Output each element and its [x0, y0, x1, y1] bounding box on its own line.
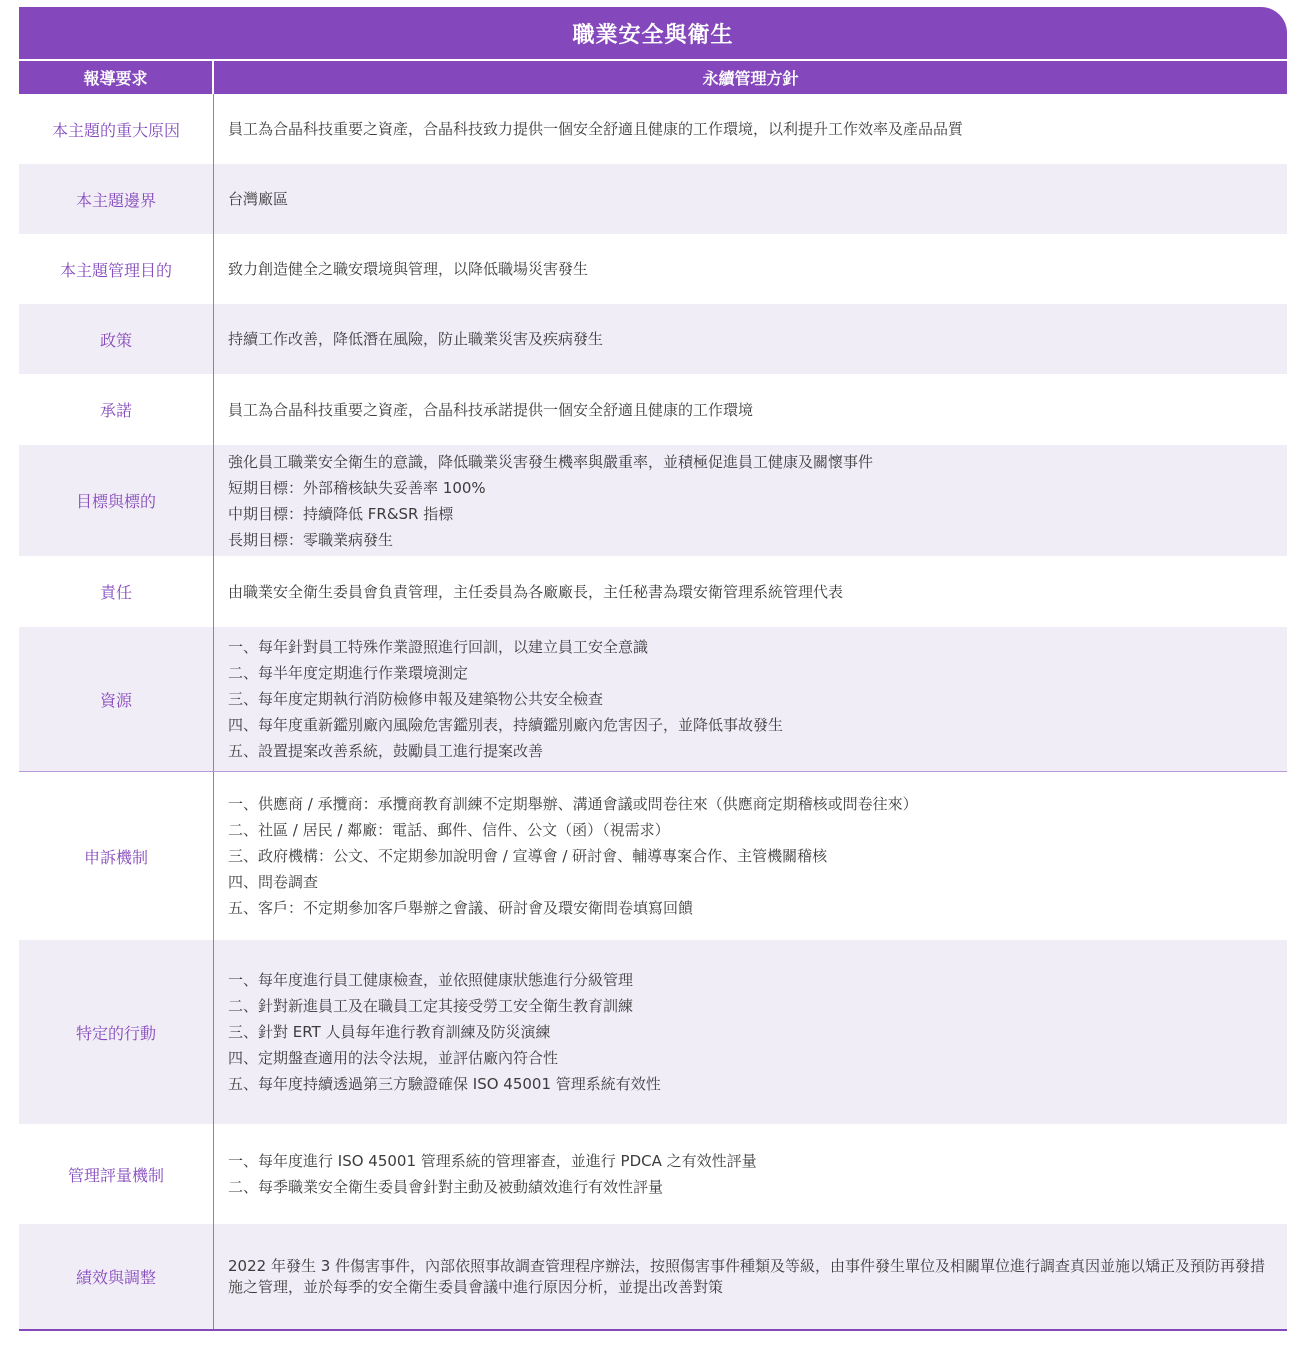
content-line: 強化員工職業安全衛生的意識，降低職業災害發生機率與嚴重率，並積極促進員工健康及關懷事件: [228, 452, 874, 471]
content-line: 一、每年度進行員工健康檢查，並依照健康狀態進行分級管理: [228, 971, 634, 989]
row-content: [214, 772, 1287, 940]
table-title: 職業安全與衛生: [19, 7, 1287, 59]
table-row: [19, 445, 1287, 556]
content-line: 三、每年度定期執行消防檢修申報及建築物公共安全檢查: [228, 690, 604, 708]
content-line: 三、針對 ERT 人員每年進行教育訓練及防災演練: [228, 1023, 551, 1041]
header-requirement: 報導要求: [19, 61, 214, 94]
content-line: 三、政府機構：公文、不定期參加說明會 / 宣導會 / 研討會、輔導專案合作、主管機關稽核: [228, 847, 828, 865]
table-row: [19, 234, 1287, 304]
table-row: [19, 1224, 1287, 1329]
content-line: 二、每季職業安全衛生委員會針對主動及被動績效進行有效性評量: [228, 1178, 664, 1196]
row-content: [214, 164, 1287, 234]
table-row: [19, 374, 1287, 445]
row-label: 管理評量機制: [19, 1124, 214, 1224]
table-row: [19, 627, 1287, 771]
content-line: 長期目標：零職業病發生: [228, 530, 394, 549]
content-line: 致力創造健全之職安環境與管理，以降低職場災害發生: [228, 260, 589, 278]
content-line: 四、問卷調查: [228, 873, 319, 891]
table-row: [19, 1124, 1287, 1224]
row-label: 績效與調整: [19, 1224, 214, 1329]
row-label: 本主題邊界: [19, 164, 214, 234]
content-line: 五、每年度持續透過第三方驗證確保 ISO 45001 管理系統有效性: [228, 1075, 661, 1093]
content-line: 持續工作改善，降低潛在風險，防止職業災害及疾病發生: [228, 330, 604, 348]
content-line: 四、每年度重新鑑別廠內風險危害鑑別表，持續鑑別廠內危害因子，並降低事故發生: [228, 716, 784, 734]
content-line: 員工為合晶科技重要之資產，合晶科技承諾提供一個安全舒適且健康的工作環境: [228, 400, 754, 419]
row-content: [214, 556, 1287, 627]
row-label: 本主題管理目的: [19, 234, 214, 304]
content-line: 五、客戶：不定期參加客戶舉辦之會議、研討會及環安衛問卷填寫回饋: [228, 899, 694, 917]
header-policy: 永續管理方針: [702, 69, 799, 88]
row-content: [214, 304, 1287, 374]
content-line: 中期目標：持續降低 FR&SR 指標: [228, 504, 454, 523]
content-line: 二、社區 / 居民 / 鄰廠：電話、郵件、信件、公文（函）（視需求）: [228, 821, 670, 839]
content-line: 一、每年度進行 ISO 45001 管理系統的管理審查，並進行 PDCA 之有效性評量: [228, 1152, 757, 1170]
row-label: 承諾: [19, 374, 214, 445]
content-line: 2022 年發生 3 件傷害事件，內部依照事故調查管理程序辦法，按照傷害事件種類及等級，由事件發生單位及相關單位進行調查真因並施以矯正及預防再發措施之管理，並於每季的安全衛生委員會議中進行原因分析，並提出改善對策: [228, 1256, 1266, 1296]
row-label: 特定的行動: [19, 940, 214, 1124]
row-content: [214, 1124, 1287, 1224]
content-line: 員工為合晶科技重要之資產，合晶科技致力提供一個安全舒適且健康的工作環境，以利提升工作效率及產品品質: [228, 120, 964, 138]
policy-table: [19, 7, 1287, 1331]
row-content: [214, 94, 1287, 164]
content-line: 一、每年針對員工特殊作業證照進行回訓，以建立員工安全意識: [228, 638, 649, 656]
table-row: [19, 940, 1287, 1124]
content-line: 一、供應商 / 承攬商：承攬商教育訓練不定期舉辦、溝通會議或問卷往來（供應商定期稽核或問卷往來）: [228, 795, 918, 813]
row-label: 申訴機制: [19, 772, 214, 940]
row-content: [214, 627, 1287, 771]
table-row: [19, 94, 1287, 164]
table-row: [19, 772, 1287, 940]
content-line: 短期目標：外部稽核缺失妥善率 100%: [228, 478, 486, 497]
content-line: 二、每半年度定期進行作業環境測定: [228, 664, 469, 682]
table-row: [19, 304, 1287, 374]
row-label: 目標與標的: [19, 445, 214, 556]
row-content: [214, 1224, 1287, 1329]
row-content: [214, 445, 1287, 556]
table-header: [19, 61, 1287, 94]
row-content: [214, 940, 1287, 1124]
table-body: [19, 94, 1287, 1329]
content-line: 五、設置提案改善系統，鼓勵員工進行提案改善: [228, 742, 544, 760]
row-content: [214, 374, 1287, 445]
table-row: [19, 556, 1287, 627]
row-label: 責任: [19, 556, 214, 627]
row-label: 資源: [19, 627, 214, 771]
table-bottom-rule: [19, 1329, 1287, 1331]
table-row: [19, 164, 1287, 234]
row-content: [214, 234, 1287, 304]
content-line: 二、針對新進員工及在職員工定其接受勞工安全衛生教育訓練: [228, 997, 634, 1015]
row-label: 本主題的重大原因: [19, 94, 214, 164]
row-label: 政策: [19, 304, 214, 374]
content-line: 四、定期盤查適用的法令法規，並評估廠內符合性: [228, 1049, 559, 1067]
content-line: 台灣廠區: [228, 190, 289, 208]
content-line: 由職業安全衛生委員會負責管理，主任委員為各廠廠長，主任秘書為環安衛管理系統管理代表: [228, 582, 844, 601]
